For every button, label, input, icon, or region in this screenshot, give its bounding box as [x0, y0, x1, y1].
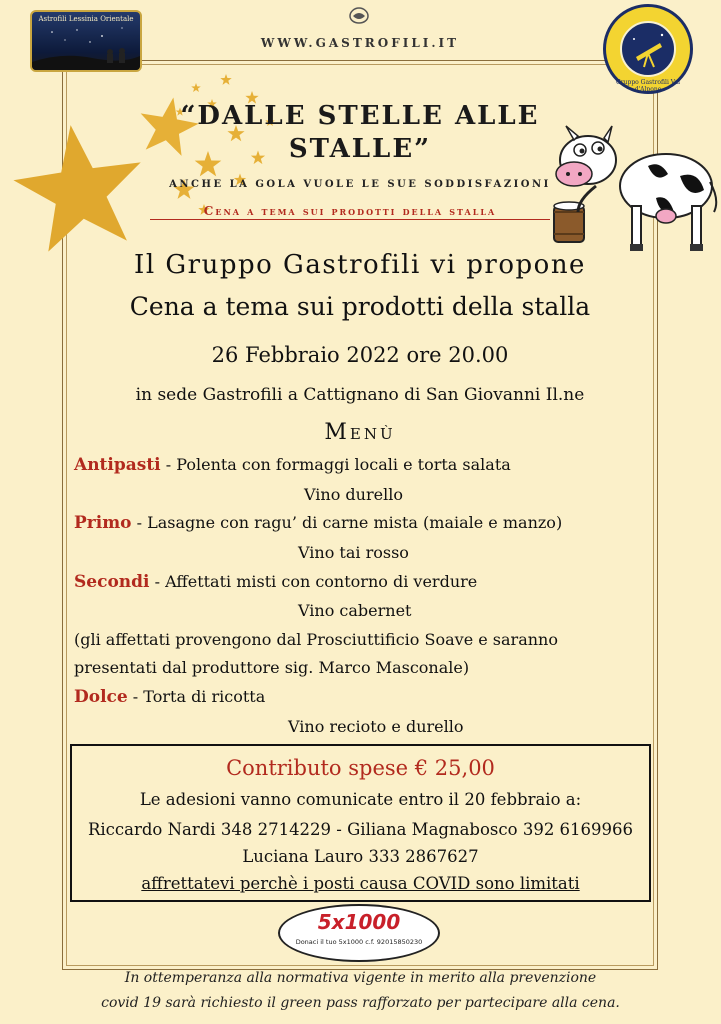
five-per-mille-badge: [278, 904, 440, 962]
dolce-text: - Torta di ricotta: [127, 687, 266, 706]
intro-heading: Il Gruppo Gastrofili vi propone: [134, 250, 586, 280]
menu-antipasti: [74, 455, 511, 475]
dolce-wine: Vino recioto e durello: [288, 717, 464, 736]
dolce-label: Dolce: [74, 687, 128, 707]
red-subtitle: Cena a tema sui prodotti della stalla: [150, 204, 550, 220]
five-per-mille-title: 5x1000: [317, 910, 401, 934]
contributo-spese: Contributo spese € 25,00: [226, 756, 495, 780]
menu-note-line2: presentati dal produttore sig. Marco Masconale): [74, 658, 470, 677]
event-subtitle: ANCHE LA GOLA VUOLE LE SUE SODDISFAZIONI: [169, 179, 551, 190]
primo-label: Primo: [74, 513, 132, 533]
menu-note-line1: (gli affettati provengono dal Prosciuttificio Soave e saranno: [74, 630, 558, 649]
event-title: “DALLE STELLE ALLE STALLE”: [180, 101, 540, 164]
menu-title: Menù: [324, 420, 396, 445]
menu-primo: [74, 513, 562, 533]
footer-line2: covid 19 sarà richiesto il green pass rafforzato per partecipare alla cena.: [101, 995, 620, 1011]
gastrofili-logo: [603, 4, 693, 94]
primo-text: - Lasagne con ragu’ di carne mista (maiale e manzo): [131, 513, 563, 532]
menu-secondi: [74, 572, 477, 592]
menu-dolce: [74, 687, 265, 707]
footer-line1: In ottemperanza alla normativa vigente in merito alla prevenzione: [124, 970, 597, 986]
gastrofili-logo-text: Gruppo Gastrofili Val d'Alpone: [615, 79, 681, 93]
intro-subheading: Cena a tema sui prodotti della stalla: [129, 292, 591, 321]
antipasti-label: Antipasti: [74, 455, 161, 475]
secondi-text: - Affettati misti con contorno di verdure: [149, 572, 478, 591]
secondi-label: Secondi: [74, 572, 150, 592]
flourish-icon: [344, 6, 374, 26]
event-location: in sede Gastrofili a Cattignano di San Giovanni Il.ne: [135, 385, 585, 405]
astrofili-logo-text: Astrofili Lessinia Orientale: [38, 15, 134, 23]
antipasti-text: - Polenta con formaggi locali e torta salata: [160, 455, 511, 474]
five-per-mille-text: Donaci il tuo 5x1000 c.f. 92015850230: [295, 938, 423, 946]
gold-stars-icon: [0, 60, 290, 280]
event-date: 26 Febbraio 2022 ore 20.00: [211, 343, 509, 367]
contacts-line1: Riccardo Nardi 348 2714229 - Giliana Magnabosco 392 6169966: [87, 820, 634, 839]
telescope-icon: [620, 21, 676, 77]
antipasti-wine: Vino durello: [304, 485, 403, 504]
contacts-line2: Luciana Lauro 333 2867627: [242, 847, 479, 866]
cow-icon: [548, 120, 720, 260]
secondi-wine: Vino cabernet: [298, 601, 412, 620]
adesioni-text: Le adesioni vanno comunicate entro il 20 febbraio a:: [139, 790, 582, 809]
site-url[interactable]: WWW.GASTROFILI.IT: [260, 36, 460, 50]
primo-wine: Vino tai rosso: [298, 543, 409, 562]
covid-notice: affrettatevi perchè i posti causa COVID sono limitati: [141, 874, 580, 893]
